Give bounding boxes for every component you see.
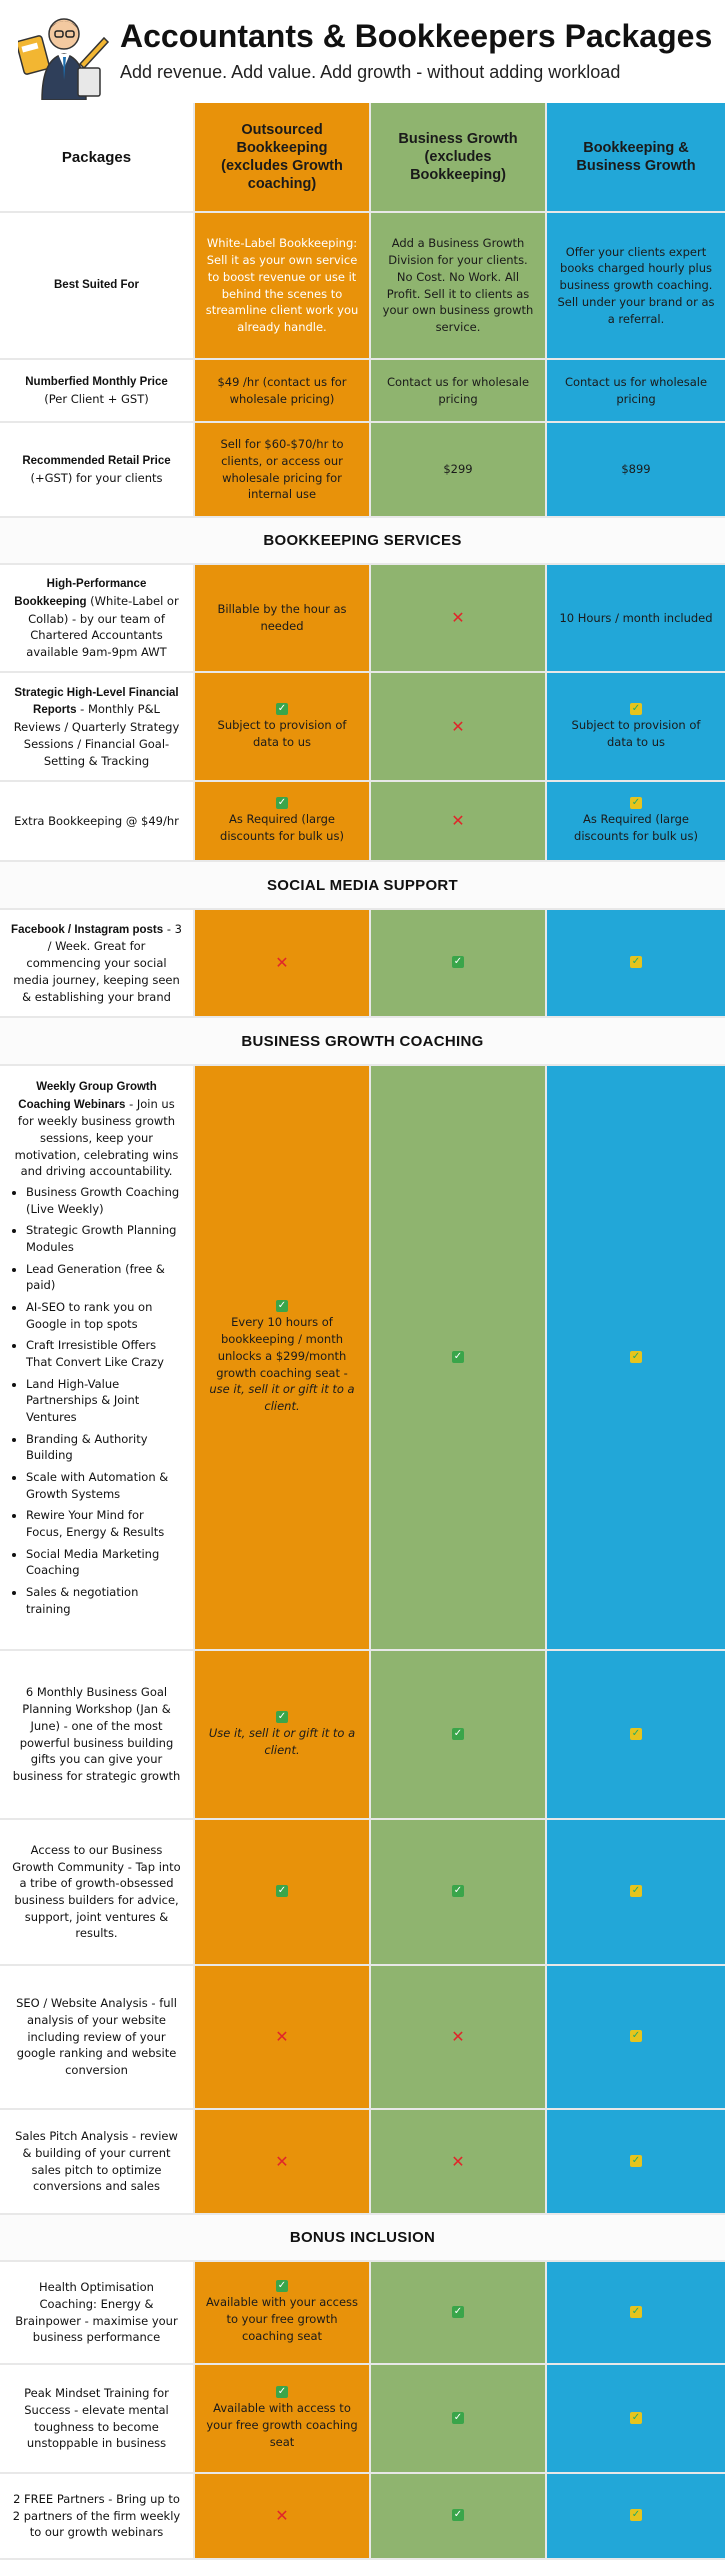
cell-value	[195, 1066, 371, 1651]
cell-text: White-Label Bookkeeping: Sell it as your own service to boost revenue or use it behind the scenes to streamline client work you already handle.	[205, 236, 359, 334]
cell-value	[371, 565, 547, 673]
table-row-best-suited	[0, 213, 725, 360]
cell-value	[547, 1651, 725, 1820]
table-row-health-coaching	[0, 2262, 725, 2365]
row-label	[0, 2365, 195, 2474]
row-label-rest: (White-Label or Collab) - by our team of Chartered Accountants available 9am-9pm AWT	[26, 593, 179, 659]
cell-text: Contact us for wholesale pricing	[386, 374, 530, 406]
row-label-bold: Numberfied Monthly Price	[25, 376, 168, 389]
row-label	[0, 2474, 195, 2560]
table-row-extra-bookkeeping	[0, 782, 725, 862]
check-icon: ✓	[453, 1727, 463, 1739]
cell-value	[195, 673, 371, 782]
list-item: • Rewire Your Mind for Focus, Energy & Results	[26, 1507, 183, 1540]
check-icon: ✓	[277, 1300, 287, 1312]
check-icon: ✓	[277, 702, 287, 714]
cross-icon: ✕	[275, 2506, 289, 2525]
table-row-seo-analysis	[0, 1966, 725, 2110]
check-icon: ✓	[453, 2305, 463, 2317]
row-label-text: SEO / Website Analysis - full analysis of your website including review of your google ranking and website conversion	[16, 1996, 177, 2077]
cell-value	[547, 2474, 725, 2560]
packages-table	[0, 103, 725, 2560]
cell-text: Available with your access to your free growth coaching seat	[205, 2295, 359, 2343]
cell-value	[195, 2365, 371, 2474]
cell-text: Subject to provision of data to us	[571, 717, 701, 749]
cell-value	[195, 2262, 371, 2365]
cell-value	[371, 213, 547, 360]
row-label	[0, 1651, 195, 1820]
webinar-topics-list	[10, 1184, 183, 1617]
section-bookkeeping-services: BOOKKEEPING SERVICES	[0, 518, 725, 565]
row-label	[0, 423, 195, 518]
list-item: • Craft Irresistible Offers That Convert Like Crazy	[26, 1337, 183, 1370]
row-label-text: 2 FREE Partners - Bring up to 2 partners of the firm weekly to our growth webinars	[12, 2491, 181, 2540]
cell-value	[195, 782, 371, 862]
cross-icon: ✕	[451, 716, 465, 736]
cell-value	[195, 2474, 371, 2560]
cell-value	[371, 2365, 547, 2474]
check-icon: ✓	[277, 2386, 287, 2398]
check-icon: ✓	[631, 2154, 641, 2166]
cell-value	[547, 2365, 725, 2474]
cell-value	[371, 423, 547, 518]
cell-text: As Required (large discounts for bulk us)	[574, 812, 698, 843]
row-label	[0, 565, 195, 673]
check-icon: ✓	[631, 2411, 641, 2423]
table-row-social-posts	[0, 910, 725, 1018]
row-label	[0, 673, 195, 782]
cell-text: As Required (large discounts for bulk us)	[220, 812, 344, 843]
row-label	[0, 2110, 195, 2215]
cell-value	[371, 2474, 547, 2560]
cell-value	[371, 2110, 547, 2215]
cell-text-italic: use it, sell it or gift it to a client.	[209, 1382, 355, 1413]
row-label-bold: High-Performance Bookkeeping	[14, 578, 147, 608]
list-item: • Branding & Authority Building	[26, 1431, 183, 1464]
list-item: • Lead Generation (free & paid)	[26, 1261, 183, 1294]
cell-text: Every 10 hours of bookkeeping / month unlocks a $299/month growth coaching seat -	[216, 1315, 348, 1380]
section-business-growth-coaching: BUSINESS GROWTH COACHING	[0, 1018, 725, 1066]
col-header-outsourced-bookkeeping: Outsourced Bookkeeping (excludes Growth coaching)	[195, 103, 371, 213]
row-label-rest: - 3 / Week. Great for commencing your social media journey, keeping seen & establishing your brand	[13, 921, 182, 1004]
cell-value	[547, 782, 725, 862]
table-row-planning-workshop	[0, 1651, 725, 1820]
check-icon: ✓	[631, 797, 641, 809]
check-icon: ✓	[277, 1710, 287, 1722]
row-label-rest: - Monthly P&L Reviews / Quarterly Strategy Sessions / Financial Goal-Setting & Tracking	[13, 702, 180, 768]
cell-value	[371, 1820, 547, 1966]
check-icon: ✓	[453, 1350, 463, 1362]
cell-value	[371, 2262, 547, 2365]
list-item: • Strategic Growth Planning Modules	[26, 1222, 183, 1255]
cross-icon: ✕	[275, 953, 289, 972]
cross-icon: ✕	[275, 2151, 289, 2171]
page-title: Accountants & Bookkeepers Packages	[120, 18, 713, 54]
cross-icon: ✕	[451, 811, 465, 830]
check-icon: ✓	[631, 956, 641, 967]
cross-icon: ✕	[451, 2151, 465, 2171]
section-social-media-support: SOCIAL MEDIA SUPPORT	[0, 862, 725, 910]
row-label-text: Access to our Business Growth Community - Tap into a tribe of growth-obsessed business builders for advice, support, joint ventures & results.	[12, 1842, 181, 1941]
col-header-packages: Packages	[0, 103, 195, 213]
check-icon: ✓	[277, 797, 287, 809]
list-item: • Scale with Automation & Growth Systems	[26, 1469, 183, 1502]
cell-value	[195, 1820, 371, 1966]
table-row-financial-reports	[0, 673, 725, 782]
check-icon: ✓	[631, 2305, 641, 2317]
check-icon: ✓	[631, 2509, 641, 2520]
row-label	[0, 2262, 195, 2365]
check-icon: ✓	[277, 2280, 287, 2292]
list-item: • Business Growth Coaching (Live Weekly)	[26, 1184, 183, 1217]
accountant-logo-icon	[18, 8, 110, 100]
row-label-text: 6 Monthly Business Goal Planning Workshop (Jan & June) - one of the most powerful business building gifts you can give your business for strategic growth	[12, 1685, 181, 1783]
check-icon: ✓	[453, 2509, 463, 2520]
check-icon: ✓	[453, 956, 463, 967]
cell-value	[371, 360, 547, 423]
row-label-rest: (+GST) for your clients	[30, 471, 163, 485]
check-icon: ✓	[631, 1350, 641, 1362]
cell-value	[195, 360, 371, 423]
cell-text: Subject to provision of data to us	[217, 717, 347, 749]
row-label-bold: Strategic High-Level Financial Reports	[14, 686, 179, 717]
cell-text: Add a Business Growth Division for your clients. No Cost. No Work. All Profit. Sell it to clients as your own business growth service.	[382, 236, 534, 334]
list-item: • Sales & negotiation training	[26, 1584, 183, 1617]
check-icon: ✓	[631, 1885, 641, 1896]
cell-value	[547, 360, 725, 423]
cell-value	[547, 2262, 725, 2365]
cell-value	[547, 910, 725, 1018]
cell-value	[195, 1651, 371, 1820]
table-row-mindset-training	[0, 2365, 725, 2474]
row-label	[0, 213, 195, 360]
col-header-bookkeeping-growth: Bookkeeping & Business Growth	[547, 103, 725, 213]
cell-text: Contact us for wholesale pricing	[564, 374, 708, 406]
row-label	[0, 782, 195, 862]
row-label-text: Health Optimisation Coaching: Energy & Brainpower - maximise your business performance	[15, 2280, 178, 2345]
cell-value	[195, 213, 371, 360]
table-header-row	[0, 103, 725, 213]
row-label	[0, 1820, 195, 1966]
cell-value	[547, 1966, 725, 2110]
page-subtitle: Add revenue. Add value. Add growth - without adding workload	[120, 62, 621, 82]
list-item: • Social Media Marketing Coaching	[26, 1546, 183, 1579]
cross-icon: ✕	[451, 2027, 465, 2046]
cell-text: $899	[621, 462, 651, 477]
cell-value	[547, 1066, 725, 1651]
row-label-rest: (Per Client + GST)	[44, 392, 149, 406]
row-label-text: Extra Bookkeeping @ $49/hr	[14, 813, 179, 828]
row-label-bold: Facebook / Instagram posts	[11, 923, 164, 936]
list-item: • AI-SEO to rank you on Google in top spots	[26, 1299, 183, 1332]
cross-icon: ✕	[451, 608, 465, 627]
cell-value	[195, 565, 371, 673]
webinar-description	[10, 1078, 183, 1622]
row-label-text: Peak Mindset Training for Success - elevate mental toughness to become unstoppable in business	[24, 2386, 169, 2451]
cell-text: $49 /hr (contact us for wholesale pricing)	[217, 374, 347, 406]
check-icon: ✓	[453, 1885, 463, 1896]
row-label-bold: Recommended Retail Price	[22, 455, 171, 468]
check-icon: ✓	[631, 1727, 641, 1739]
cell-text-italic: Use it, sell it or gift it to a client.	[208, 1725, 356, 1757]
row-label-text: Best Suited For	[54, 279, 139, 292]
cell-text: Sell for $60-$70/hr to clients, or access our wholesale pricing for internal use	[220, 437, 344, 502]
check-icon: ✓	[277, 1885, 287, 1896]
cell-value	[371, 1966, 547, 2110]
cell-value	[371, 1651, 547, 1820]
cell-value	[547, 565, 725, 673]
table-row-weekly-webinars	[0, 1066, 725, 1651]
cell-value	[547, 1820, 725, 1966]
table-row-hp-bookkeeping	[0, 565, 725, 673]
cell-text: 10 Hours / month included	[559, 610, 713, 625]
cell-value	[371, 782, 547, 862]
cell-value	[547, 2110, 725, 2215]
cell-value	[195, 2110, 371, 2215]
row-label-text: Sales Pitch Analysis - review & building of your current sales pitch to optimize conversions and sales	[15, 2129, 178, 2194]
list-item: • Land High-Value Partnerships & Joint Ventures	[26, 1376, 183, 1426]
table-row-sales-pitch	[0, 2110, 725, 2215]
page-header	[0, 0, 725, 103]
cell-value	[195, 910, 371, 1018]
check-icon: ✓	[631, 2030, 641, 2041]
section-bonus-inclusion: BONUS INCLUSION	[0, 2215, 725, 2262]
table-row-retail-price	[0, 423, 725, 518]
check-icon: ✓	[631, 702, 641, 714]
table-row-monthly-price	[0, 360, 725, 423]
cell-value	[547, 213, 725, 360]
row-label	[0, 1066, 195, 1651]
row-label	[0, 910, 195, 1018]
row-label	[0, 360, 195, 423]
cell-value	[547, 673, 725, 782]
table-row-growth-community	[0, 1820, 725, 1966]
cell-text: $299	[443, 462, 473, 477]
cell-value	[195, 1966, 371, 2110]
cell-text: Available with access to your free growth coaching seat	[206, 2401, 358, 2449]
cell-text: Billable by the hour as needed	[217, 602, 347, 633]
cell-value	[371, 1066, 547, 1651]
cell-value	[371, 673, 547, 782]
row-label-rest: - Join us for weekly business growth sessions, keep your motivation, celebrating wins and driving accountability.	[14, 1096, 179, 1179]
cell-text: Offer your clients expert books charged hourly plus business growth coaching. Sell under your brand or as a referral.	[557, 244, 715, 326]
cell-value	[195, 423, 371, 518]
cell-value	[371, 910, 547, 1018]
check-icon: ✓	[453, 2411, 463, 2423]
col-header-business-growth: Business Growth (excludes Bookkeeping)	[371, 103, 547, 213]
cross-icon: ✕	[275, 2027, 289, 2046]
table-row-free-partners	[0, 2474, 725, 2560]
row-label	[0, 1966, 195, 2110]
row-label-bold: Weekly Group Growth Coaching Webinars	[18, 1081, 157, 1111]
cell-value	[547, 423, 725, 518]
